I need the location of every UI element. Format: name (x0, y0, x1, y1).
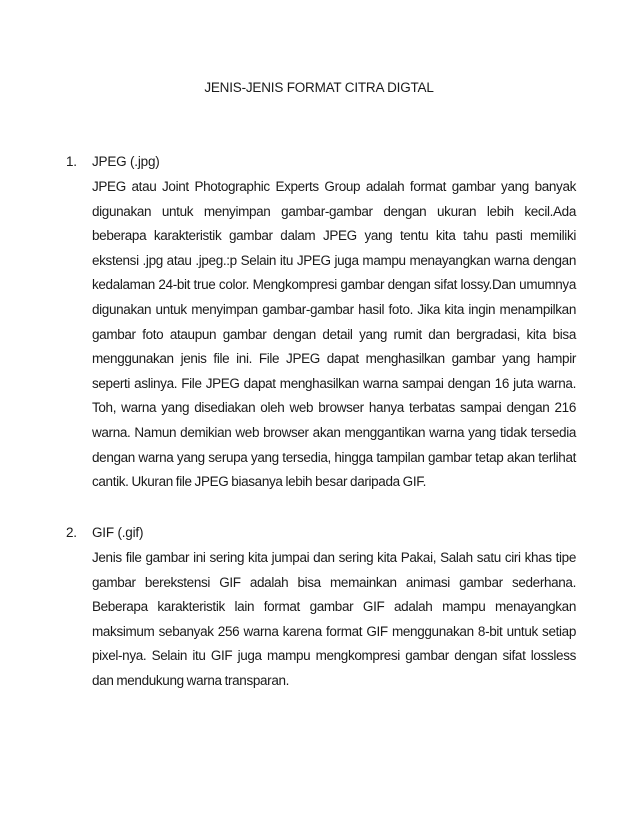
section-paragraph: Jenis file gambar ini sering kita jumpai dan sering kita Pakai, Salah satu ciri khas tipe gambar berekstensi GIF adalah bisa memainkan animasi gambar sederhana. Beberapa karakteristik lain format gambar GIF adalah mampu menayangkan maksimum sebanyak 256 warna karena format GIF menggunakan 8-bit untuk setiap pixel-nya. Selain itu GIF juga mampu mengkompresi gambar dengan sifat lossless dan mendukung warna transparan. (92, 550, 576, 688)
section-title: GIF (.gif) (92, 525, 144, 540)
document-title: JENIS-JENIS FORMAT CITRA DIGTAL (204, 80, 434, 95)
section-paragraph: JPEG atau Joint Photographic Experts Group adalah format gambar yang banyak digunakan untuk menyimpan gambar-gambar dengan ukuran lebih kecil.Ada beberapa karakteristik gambar dalam JPEG yang tentu kita tahu pasti memiliki ekstensi .jpg atau .jpeg.:p Selain itu JPEG juga mampu menayangkan warna dengan kedalaman 24-bit true color. Mengkompresi gambar dengan sifat lossy.Dan umumnya digunakan untuk menyimpan gambar-gambar hasil foto. Jika kita ingin menampilkan gambar foto ataupun gambar dengan detail yang rumit dan bergradasi, kita bisa menggunakan jenis file ini. File JPEG dapat menghasilkan gambar yang hampir seperti aslinya. File JPEG dapat menghasilkan warna sampai dengan 16 juta warna. Toh, warna yang disediakan oleh web browser hanya terbatas sampai dengan 216 warna. Namun demikian web browser akan menggantikan warna yang tidak tersedia dengan warna yang serupa yang tersedia, hingga tampilan gambar tetap akan terlihat cantik. Ukuran file JPEG biasanya lebih besar daripada GIF. (92, 179, 576, 490)
section-title: JPEG (.jpg) (92, 154, 160, 169)
section-number: 1. (66, 154, 77, 169)
section-heading (66, 523, 576, 543)
section-number: 2. (66, 525, 77, 540)
section-jpeg (66, 152, 576, 495)
section-heading (66, 152, 576, 172)
section-gif (66, 523, 576, 694)
